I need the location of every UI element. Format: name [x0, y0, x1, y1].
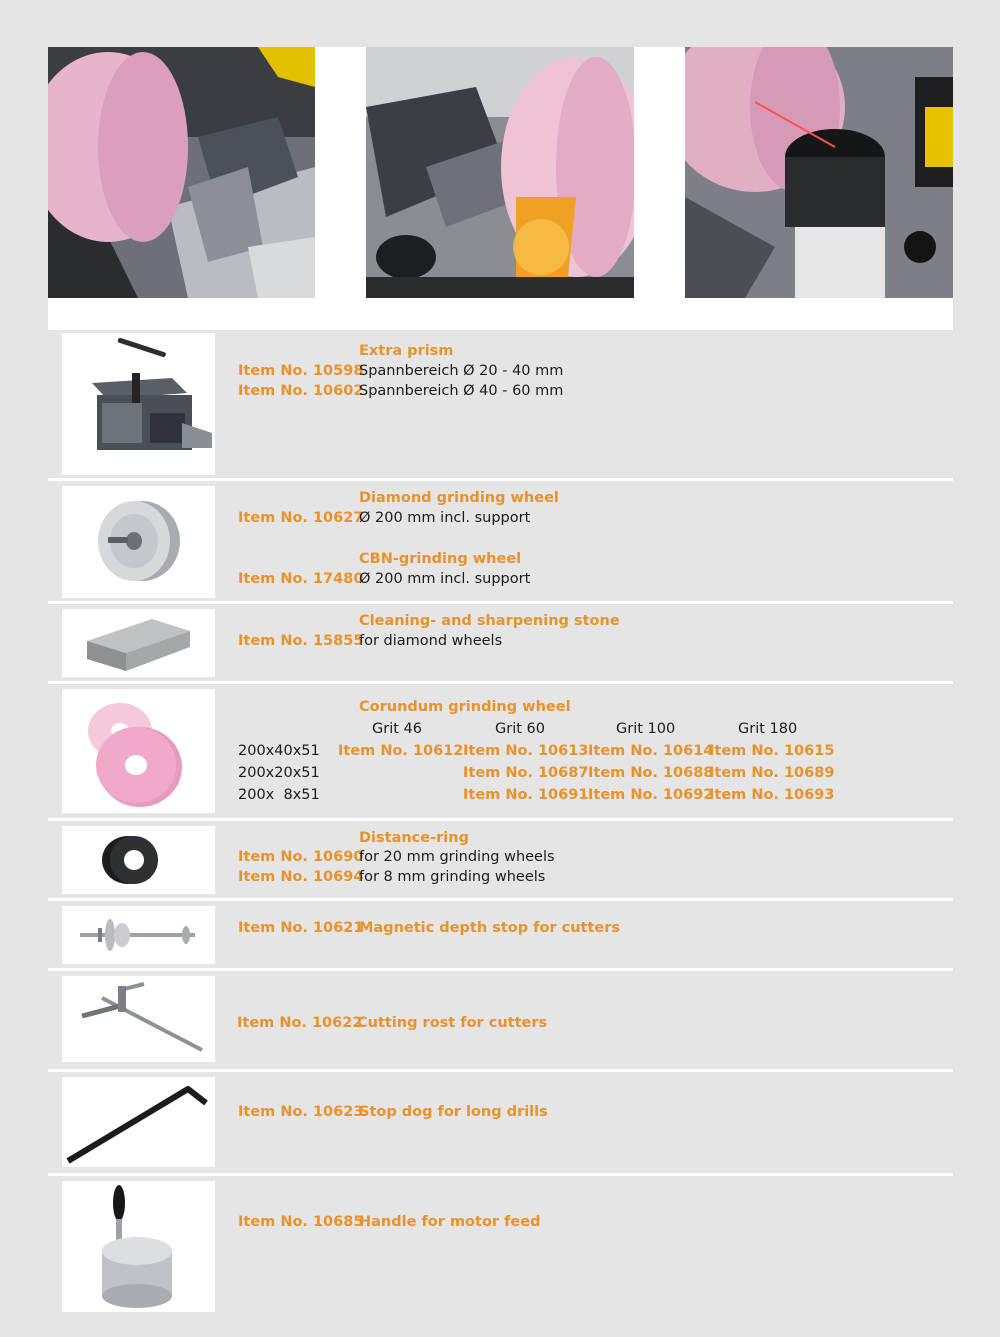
size-label: 200x20x51: [238, 765, 320, 781]
divider: [48, 681, 953, 684]
ring-title: Distance-ring: [359, 830, 469, 846]
size-label: 200x40x51: [238, 743, 320, 759]
grit-header-1: Grit 46: [372, 721, 422, 737]
cbn-title: CBN-grinding wheel: [359, 551, 522, 567]
divider: [48, 478, 953, 481]
prism-desc-2: Spannbereich Ø 40 - 60 mm: [359, 383, 564, 399]
stone-image: [62, 609, 215, 677]
grit-header-4: Grit 180: [738, 721, 798, 737]
size-label: 200x 8x51: [238, 787, 320, 803]
corundum-wheel-image: [62, 689, 215, 813]
cbn-desc: Ø 200 mm incl. support: [359, 571, 531, 587]
ring-desc-2: for 8 mm grinding wheels: [359, 869, 546, 885]
handle-image: [62, 1181, 215, 1312]
photo-sparks-grinding: [366, 47, 634, 298]
corundum-title: Corundum grinding wheel: [359, 699, 571, 715]
grit-header-3: Grit 100: [616, 721, 676, 737]
divider: [48, 1173, 953, 1176]
divider: [48, 898, 953, 901]
corundum-item: Item No. 10693: [709, 787, 835, 803]
cutting-rost-item-no: Item No. 10622: [237, 1015, 363, 1031]
cutting-rost-desc: Cutting rost for cutters: [357, 1015, 548, 1031]
cbn-item-no: Item No. 17480: [238, 571, 364, 587]
corundum-item: Item No. 10689: [709, 765, 835, 781]
divider: [48, 968, 953, 971]
diamond-wheel-image: [62, 486, 215, 598]
prism-desc-1: Spannbereich Ø 20 - 40 mm: [359, 363, 564, 379]
corundum-item: Item No. 10613: [463, 743, 589, 759]
prism-item-no-1: Item No. 10598: [238, 363, 364, 379]
handle-desc: Handle for motor feed: [359, 1214, 541, 1230]
corundum-item: Item No. 10691: [463, 787, 589, 803]
cutting-rost-image: [62, 976, 215, 1062]
divider: [48, 601, 953, 604]
photo-grinding-wheel-drill: [48, 47, 315, 298]
corundum-item: Item No. 10687: [463, 765, 589, 781]
stop-dog-desc: Stop dog for long drills: [359, 1104, 548, 1120]
photo-laser-chuck: [685, 47, 953, 298]
distance-ring-image: [62, 826, 215, 894]
depth-stop-image: [62, 906, 215, 964]
diamond-desc: Ø 200 mm incl. support: [359, 510, 531, 526]
ring-item-no-2: Item No. 10694: [238, 869, 364, 885]
corundum-item: Item No. 10688: [588, 765, 714, 781]
photo-strip: [48, 47, 953, 330]
stone-item-no: Item No. 15855: [238, 633, 364, 649]
corundum-item: Item No. 10612: [338, 743, 464, 759]
grit-header-2: Grit 60: [495, 721, 545, 737]
ring-item-no-1: Item No. 10690: [238, 849, 364, 865]
diamond-item-no: Item No. 10627: [238, 510, 364, 526]
handle-item-no: Item No. 10685: [238, 1214, 364, 1230]
stop-dog-item-no: Item No. 10623: [238, 1104, 364, 1120]
prism-item-no-2: Item No. 10602: [238, 383, 364, 399]
diamond-title: Diamond grinding wheel: [359, 490, 559, 506]
depth-stop-item-no: Item No. 10621: [238, 920, 364, 936]
ring-desc-1: for 20 mm grinding wheels: [359, 849, 555, 865]
prism-title: Extra prism: [359, 343, 454, 359]
prism-image: [62, 333, 215, 475]
stone-desc: for diamond wheels: [359, 633, 503, 649]
corundum-item: Item No. 10692: [588, 787, 714, 803]
divider: [48, 1069, 953, 1072]
depth-stop-desc: Magnetic depth stop for cutters: [359, 920, 621, 936]
stone-title: Cleaning- and sharpening stone: [359, 613, 620, 629]
divider: [48, 818, 953, 821]
stop-dog-image: [62, 1077, 215, 1167]
corundum-item: Item No. 10614: [588, 743, 714, 759]
corundum-item: Item No. 10615: [709, 743, 835, 759]
